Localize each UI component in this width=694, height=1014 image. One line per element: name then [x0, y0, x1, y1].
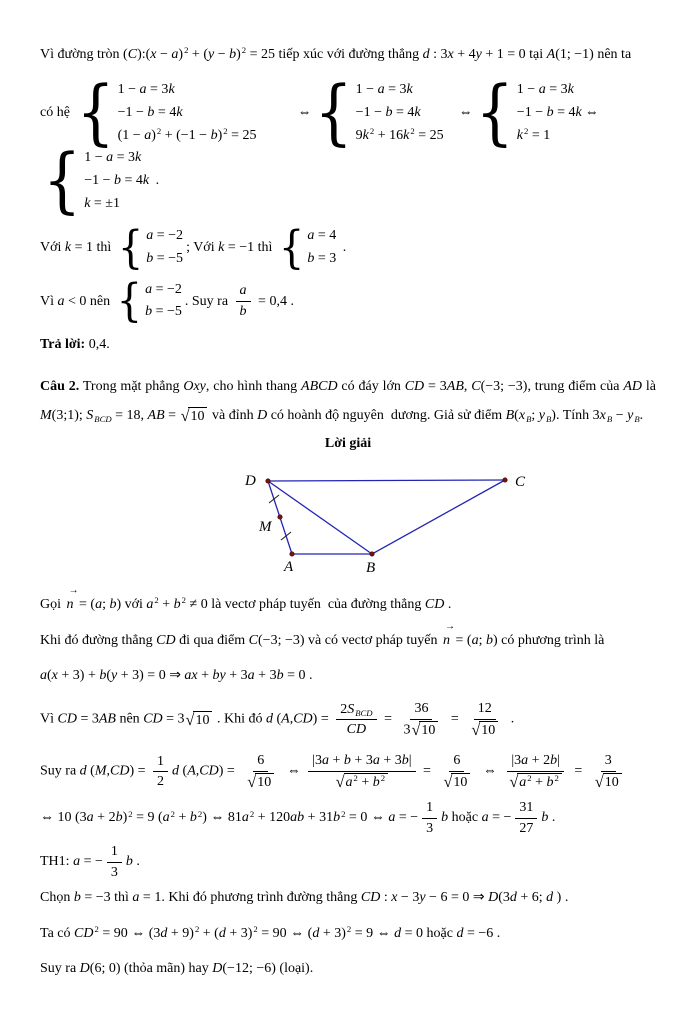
- math-run: ) ⇔ 81a: [202, 810, 249, 826]
- math-run: a = 1: [132, 890, 162, 906]
- bold-text-run: Trả lời:: [40, 337, 86, 353]
- diagram-point-M: [278, 515, 282, 519]
- math-run: 6: [453, 753, 461, 769]
- left-brace: {: [475, 71, 514, 155]
- text-run: Chọn: [40, 890, 74, 906]
- math-run: d (M,CD) =: [79, 764, 150, 780]
- math-run: b = −3: [73, 890, 111, 906]
- math-run: b = 3: [307, 251, 337, 267]
- text-run: .: [132, 854, 140, 870]
- math-run: a = −: [481, 810, 512, 826]
- text-run: thì: [93, 240, 115, 256]
- math-run: =: [570, 764, 586, 780]
- math-run: CD = 3AB: [404, 378, 464, 394]
- math-run: + (−1 − b): [161, 127, 223, 143]
- math-run: d (A,CD) =: [265, 712, 333, 728]
- text-run: và đỉnh: [208, 408, 258, 424]
- text-run: là vectơ pháp tuyến của đường thẳng: [207, 597, 425, 613]
- subscript: B: [545, 414, 552, 425]
- math-run: a < 0: [57, 293, 87, 309]
- math-run: a: [519, 774, 527, 790]
- math-run: k = ±1: [84, 195, 120, 211]
- text-run: . Tính: [555, 408, 593, 424]
- math-run: a: [239, 283, 247, 299]
- diagram-edge-DB: [268, 481, 372, 554]
- system-row: [118, 79, 257, 102]
- math-run: CD: [346, 722, 367, 738]
- square-root: √ 10: [471, 721, 498, 740]
- text-run: nên: [115, 712, 144, 728]
- text-run: Suy ra: [40, 764, 80, 780]
- math-run: + b: [531, 774, 554, 790]
- math-run: 27: [519, 820, 534, 836]
- math-run: = 25: [227, 127, 257, 143]
- subscript: BCD: [355, 707, 373, 718]
- paragraph-choose-b: [40, 887, 656, 909]
- math-run: ⇔: [458, 105, 473, 121]
- math-run: C(−3; −3): [248, 632, 305, 648]
- diagram-point-D: [266, 479, 270, 483]
- fraction: [399, 700, 443, 739]
- text-run: có hệ: [40, 105, 74, 121]
- text-run: TH1:: [40, 854, 74, 870]
- math-run: = (a; b): [452, 632, 498, 648]
- text-run: hoặc: [448, 810, 482, 826]
- math-run: 1 − a = 3k: [516, 82, 574, 98]
- paragraph-quadratic: [40, 799, 656, 837]
- math-run: a(x + 3) + b(y + 3) = 0 ⇒ ax + by + 3a + 3b = 0: [40, 668, 306, 684]
- diagram-tick-mark: [269, 495, 279, 503]
- math-run: CD = 3AB: [57, 712, 116, 728]
- math-run: D(6; 0): [79, 961, 121, 977]
- math-run: ; y: [531, 408, 545, 424]
- equation-system: [278, 222, 337, 274]
- paragraph-conclusion-ab: [40, 275, 656, 328]
- text-run: , trung điểm của: [527, 378, 624, 394]
- paragraph-line-cd-equation: [40, 665, 656, 687]
- math-run: + (d + 3): [199, 925, 253, 941]
- diagram-point-A: [290, 552, 294, 556]
- system-row: [146, 225, 183, 248]
- math-run: k = −1: [218, 240, 255, 256]
- math-run: 3: [604, 753, 612, 769]
- math-run: + 120ab + 31b: [254, 810, 341, 826]
- math-run: 2: [157, 774, 165, 790]
- text-run: (loại).: [275, 961, 314, 977]
- superscript: 2: [154, 595, 159, 606]
- fraction: [438, 752, 475, 791]
- math-run: =: [380, 712, 396, 728]
- vector-symbol: → n: [443, 620, 456, 648]
- math-run: |3a + 2b|: [511, 753, 560, 769]
- math-run: = (a; b): [75, 597, 122, 613]
- math-run: 1: [110, 844, 118, 860]
- math-run: a = −: [73, 854, 103, 870]
- subscript: B: [606, 414, 613, 425]
- text-run: với: [121, 597, 147, 613]
- square-root: √ 10: [411, 721, 438, 740]
- paragraph-tangency-intro: [40, 44, 656, 66]
- superscript: 2: [128, 808, 133, 819]
- math-run: 31: [519, 800, 534, 816]
- paragraph-cd-squared: [40, 923, 656, 945]
- diagram-label-A: A: [284, 559, 294, 576]
- math-run: CD: [156, 632, 176, 648]
- math-run: + b: [158, 597, 181, 613]
- math-run: − y: [612, 408, 634, 424]
- superscript: 2: [380, 773, 386, 784]
- superscript: 2: [241, 45, 247, 56]
- math-run: = 9 (a: [132, 810, 170, 826]
- diagram-point-B: [370, 552, 374, 556]
- math-run: |3a + b + 3a + 3b|: [312, 753, 412, 769]
- math-run: 6: [257, 753, 265, 769]
- math-run: 10: [481, 722, 496, 738]
- fraction: [504, 752, 567, 791]
- equation-system: [43, 139, 150, 223]
- left-brace: {: [314, 71, 353, 155]
- square-root: √ $a^2 + b^2$: [509, 773, 562, 792]
- square-root: √ 10: [443, 773, 470, 792]
- math-run: ): [551, 408, 556, 424]
- math-run: Oxy: [183, 378, 206, 394]
- math-run: ⇔: [283, 764, 305, 780]
- equation-system: [475, 71, 582, 155]
- fraction: [466, 700, 503, 739]
- math-run: CD: [424, 597, 445, 613]
- paragraph-equation-systems: [40, 71, 656, 223]
- math-run: = 18, AB =: [111, 408, 180, 424]
- fraction: [236, 282, 251, 320]
- text-run: Với: [40, 240, 65, 256]
- equation-system: [117, 222, 184, 274]
- math-run: 10: [421, 722, 436, 738]
- text-run: Vì: [40, 712, 58, 728]
- superscript: 2: [249, 808, 255, 819]
- superscript: 2: [369, 125, 375, 136]
- math-run: d : 3x + 4y + 1 = 0: [422, 47, 526, 62]
- text-run: 0,4.: [85, 337, 110, 353]
- superscript: 2: [527, 773, 532, 784]
- text-run: hoặc: [423, 925, 457, 941]
- left-brace: {: [43, 139, 82, 223]
- math-run: b: [441, 810, 449, 826]
- math-run: + b: [175, 810, 197, 826]
- superscript: 2: [194, 924, 200, 935]
- diagram-tick-mark: [281, 532, 291, 540]
- diagram-edge-BC: [372, 480, 505, 554]
- math-run: −1 − b = 4k: [355, 105, 421, 121]
- math-run: b = −5: [145, 304, 182, 320]
- math-run: 3: [403, 722, 411, 738]
- math-run: a: [345, 774, 353, 790]
- math-run: −1 − b = 4k: [84, 173, 150, 189]
- system-row: [517, 125, 582, 148]
- math-run: 1 − a = 3k: [117, 82, 175, 98]
- math-run: 10: [190, 408, 205, 424]
- paragraph-distance-a-cd: [40, 700, 656, 739]
- superscript: 2: [353, 773, 358, 784]
- text-run: ,: [463, 378, 472, 394]
- system-row: [118, 125, 257, 148]
- math-run: 1: [426, 800, 434, 816]
- text-run: có phương trình là: [497, 632, 605, 648]
- math-run: D: [257, 408, 268, 424]
- fraction: [308, 752, 415, 791]
- system-row: [517, 79, 582, 102]
- math-run: ⇔: [584, 105, 599, 121]
- solution-heading: [40, 433, 656, 455]
- paragraph-problem-2: [40, 372, 660, 431]
- system-row: [145, 279, 182, 302]
- system-row: [145, 301, 182, 324]
- math-run: −1 − b = 4k: [117, 105, 183, 121]
- text-run: , cho hình thang: [205, 378, 302, 394]
- system-row: [307, 225, 336, 248]
- math-run: 1: [157, 753, 165, 769]
- math-run: b: [239, 303, 247, 319]
- superscript: 2: [554, 773, 559, 784]
- fraction: [515, 799, 537, 837]
- math-run: = 1: [528, 127, 551, 143]
- math-run: 10: [195, 712, 210, 728]
- math-run: 10: [453, 774, 468, 790]
- math-run: A(1; −1): [546, 47, 594, 62]
- math-run: 9k: [355, 127, 369, 143]
- square-root: √ 10: [247, 773, 274, 792]
- solution-heading-label: Lời giải: [324, 435, 372, 451]
- math-run: CD = 3: [143, 712, 185, 728]
- math-run: a = 4: [307, 228, 337, 244]
- paragraph-answer: [40, 334, 656, 356]
- subscript: BCD: [94, 414, 112, 425]
- superscript: 2: [346, 924, 352, 935]
- math-run: + 16k: [374, 127, 410, 143]
- math-run: b: [541, 810, 549, 826]
- text-run: thì: [254, 240, 276, 256]
- math-run: = 0,4: [254, 293, 287, 309]
- math-run: 12: [477, 701, 492, 717]
- paragraph-conclusion-d: [40, 958, 656, 980]
- vector-symbol: → n: [66, 585, 79, 613]
- math-run: + b: [357, 774, 380, 790]
- text-run: Ta có: [40, 925, 75, 941]
- fraction: [107, 843, 122, 881]
- square-root: √ 10: [181, 407, 208, 426]
- math-run: (1 − a): [117, 127, 156, 143]
- text-run: đi qua điểm: [175, 632, 249, 648]
- math-run: = 25: [246, 47, 276, 62]
- math-run: = 90 ⇔ (3d + 9): [98, 925, 194, 941]
- subscript: B: [526, 414, 532, 425]
- fraction: [590, 752, 627, 791]
- text-run: .: [339, 240, 347, 256]
- text-run: có đáy lớn: [337, 378, 405, 394]
- text-run: có hoành độ nguyên dương. Giả sử điểm: [267, 408, 506, 424]
- system-row: [517, 102, 582, 125]
- diagram-label-B: B: [366, 560, 376, 577]
- system-row: [356, 79, 444, 102]
- diagram-edge-DC: [268, 480, 505, 481]
- text-run: .: [444, 597, 452, 613]
- text-run: . Suy ra: [184, 293, 232, 309]
- math-run: d = −6: [456, 925, 494, 941]
- superscript: 2: [184, 45, 189, 56]
- equation-system: [116, 275, 182, 328]
- math-run: −1 − b = 4k: [516, 105, 582, 121]
- text-run: .: [561, 890, 569, 906]
- superscript: 2: [156, 125, 162, 136]
- diagram-label-M: M: [259, 519, 272, 536]
- bold-text-run: Câu 2.: [40, 378, 80, 394]
- superscript: 2: [94, 924, 99, 935]
- math-run: ⇔: [479, 764, 501, 780]
- math-run: b = −5: [146, 251, 184, 267]
- text-run: nên: [86, 293, 114, 309]
- math-run: 3: [426, 820, 434, 836]
- superscript: 2: [223, 125, 228, 136]
- left-brace: {: [278, 222, 305, 274]
- math-run: 3x: [592, 408, 606, 424]
- superscript: 2: [181, 595, 187, 606]
- paragraph-distance-m-cd: [40, 752, 656, 791]
- left-brace: {: [76, 71, 115, 155]
- math-run: a = −2: [145, 281, 182, 297]
- math-run: = 0 ⇔ a = −: [345, 810, 419, 826]
- math-run: d (A,CD) =: [172, 764, 239, 780]
- math-run: D(−12; −6): [212, 961, 276, 977]
- diagram-point-C: [503, 478, 507, 482]
- diagram-label-C: C: [515, 474, 526, 491]
- system-row: [146, 248, 183, 271]
- math-run: = 25: [414, 127, 444, 143]
- math-run: k = 1: [64, 240, 94, 256]
- text-run: Vì: [40, 293, 58, 309]
- math-run: M(3;1); S: [40, 408, 94, 424]
- system-row: [118, 102, 257, 125]
- fraction: [422, 799, 437, 837]
- equation-system: [314, 71, 444, 155]
- math-run: (C):(x − a): [123, 47, 184, 62]
- math-run: ≠ 0: [186, 597, 208, 613]
- math-run: ;: [186, 240, 190, 256]
- paragraph-case-k-values: [40, 222, 656, 274]
- math-run: 1 − a = 3k: [355, 82, 413, 98]
- superscript: 2: [524, 125, 529, 136]
- text-run: và có vectơ pháp tuyến: [304, 632, 441, 648]
- math-run: a = −2: [146, 228, 184, 244]
- paragraph-line-cd-through-c: [40, 620, 656, 652]
- math-run: + (y − b): [188, 47, 241, 62]
- system-row: [84, 193, 149, 216]
- text-run: .: [493, 925, 501, 941]
- trapezoid-figure: [40, 459, 656, 584]
- math-run: = 9 ⇔ d = 0: [351, 925, 424, 941]
- math-run: ABCD: [301, 378, 338, 394]
- left-brace: {: [116, 275, 143, 328]
- square-root: √ $a^2 + b^2$: [336, 773, 389, 792]
- text-run: là: [642, 378, 660, 394]
- math-run: ⇔ 10 (3a + 2b): [40, 810, 128, 826]
- text-run: .: [639, 408, 644, 424]
- text-run: Với: [189, 240, 219, 256]
- fraction: [153, 753, 168, 791]
- subscript: B: [634, 414, 640, 425]
- system-row: [84, 170, 149, 193]
- text-run: Vì đường tròn: [40, 47, 124, 62]
- superscript: 2: [341, 808, 346, 819]
- superscript: 2: [197, 808, 203, 819]
- text-run: Khi đó đường thẳng: [40, 632, 157, 648]
- system-row: [356, 102, 444, 125]
- math-run: 36: [414, 701, 429, 717]
- math-run: CD: [74, 925, 94, 941]
- math-run: 10: [257, 774, 272, 790]
- text-run: .: [548, 810, 556, 826]
- math-run: ⇔: [297, 105, 312, 121]
- text-run: Gọi: [40, 597, 65, 613]
- text-run: .: [286, 293, 294, 309]
- math-run: 1 − a = 3k: [84, 150, 142, 166]
- text-run: Suy ra: [40, 961, 80, 977]
- square-root: √ 10: [186, 711, 213, 730]
- text-run: thì: [110, 890, 133, 906]
- equation-system: [76, 71, 257, 155]
- text-run: . Khi đó phương trình đường thẳng: [161, 890, 361, 906]
- text-run: .: [507, 712, 515, 728]
- fraction: [336, 701, 376, 739]
- trapezoid-diagram: [40, 459, 694, 584]
- left-brace: {: [117, 222, 144, 274]
- text-run: (thỏa mãn) hay: [120, 961, 213, 977]
- superscript: 2: [253, 924, 258, 935]
- text-run: tại: [525, 47, 547, 62]
- math-run: AD: [623, 378, 643, 394]
- math-run: C(−3; −3): [471, 378, 528, 394]
- text-run: . Khi đó: [213, 712, 266, 728]
- superscript: 2: [170, 808, 175, 819]
- system-row: [356, 125, 444, 148]
- text-run: Trong mặt phẳng: [79, 378, 184, 394]
- math-run: a: [146, 597, 154, 613]
- system-row: [307, 248, 336, 271]
- math-run: 2S: [340, 701, 355, 717]
- math-run: 3: [110, 864, 118, 880]
- text-run: .: [152, 173, 160, 189]
- superscript: 2: [410, 125, 415, 136]
- paragraph-normal-vector: [40, 585, 656, 616]
- math-run: =: [447, 712, 463, 728]
- paragraph-case-th1: [40, 843, 656, 881]
- square-root: √ 10: [595, 773, 622, 792]
- math-run: 10: [604, 774, 619, 790]
- math-run: = 90 ⇔ (d + 3): [257, 925, 346, 941]
- math-run: CD : x − 3y − 6 = 0 ⇒ D(3d + 6; d ): [360, 890, 562, 906]
- text-run: .: [305, 668, 313, 684]
- math-run: b: [125, 854, 133, 870]
- math-run: k: [516, 127, 524, 143]
- text-run: tiếp xúc với đường thẳng: [275, 47, 423, 62]
- math-run: B(x: [505, 408, 526, 424]
- diagram-label-D: D: [245, 473, 256, 490]
- math-run: =: [419, 764, 435, 780]
- fraction: [242, 752, 279, 791]
- text-run: nên ta: [593, 47, 632, 62]
